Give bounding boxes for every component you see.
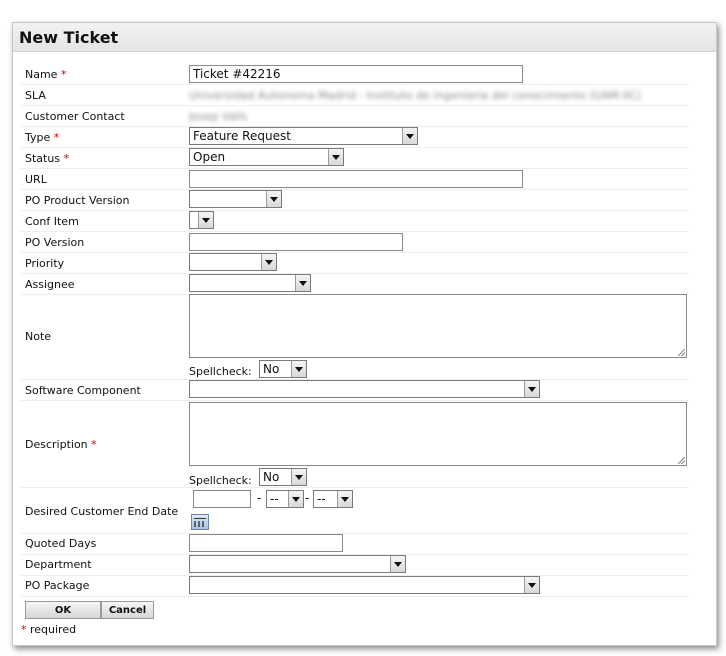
description-label: Description: [25, 438, 88, 451]
row-url: [21, 169, 689, 190]
row-type: [21, 127, 689, 148]
required-marker: *: [91, 438, 97, 451]
chevron-down-icon[interactable]: [291, 361, 306, 377]
chevron-down-icon[interactable]: [524, 577, 539, 593]
date-separator: -: [257, 491, 262, 505]
row-status: [21, 148, 689, 169]
calendar-icon[interactable]: [191, 514, 209, 530]
description-spellcheck-value: No: [263, 470, 280, 484]
assignee-select[interactable]: [189, 274, 311, 292]
type-select-value: Feature Request: [193, 129, 291, 143]
row-sla: [21, 85, 689, 106]
row-priority: [21, 253, 689, 274]
row-po-product-version: [21, 190, 689, 211]
status-select-value: Open: [193, 150, 226, 164]
chevron-down-icon[interactable]: [288, 491, 303, 507]
required-marker: *: [60, 68, 67, 81]
po-version-label: PO Version: [25, 236, 85, 249]
conf-item-select[interactable]: [189, 211, 214, 229]
name-input[interactable]: Ticket #42216: [189, 65, 523, 83]
required-marker: *: [21, 623, 27, 636]
description-spellcheck-label: Spellcheck:: [189, 474, 252, 487]
required-footnote: [21, 623, 76, 636]
customer-contact-label: Customer Contact: [25, 110, 125, 123]
desired-end-date-label: Desired Customer End Date: [25, 505, 179, 518]
row-software-component: [21, 380, 689, 401]
conf-item-label: Conf Item: [25, 215, 79, 228]
po-package-select[interactable]: [189, 576, 540, 594]
note-label: Note: [25, 330, 52, 343]
status-label: Status: [25, 152, 61, 165]
row-conf-item: [21, 211, 689, 232]
quoted-days-input[interactable]: [189, 534, 343, 552]
row-desired-end-date: [21, 488, 689, 534]
type-label: Type: [25, 131, 51, 144]
po-package-label: PO Package: [25, 579, 90, 592]
page-title: New Ticket: [19, 28, 119, 47]
chevron-down-icon[interactable]: [266, 191, 281, 207]
department-label: Department: [25, 558, 92, 571]
required-note: required: [30, 623, 77, 636]
po-product-version-select[interactable]: [189, 190, 282, 208]
status-select[interactable]: [189, 148, 344, 166]
chevron-down-icon[interactable]: [390, 556, 405, 572]
description-spellcheck-select[interactable]: [259, 468, 307, 486]
chevron-down-icon[interactable]: [295, 275, 310, 291]
priority-select[interactable]: [189, 253, 277, 271]
required-marker: *: [63, 152, 70, 165]
new-ticket-panel: [12, 22, 717, 646]
row-customer-contact: [21, 106, 689, 127]
row-note: [21, 294, 689, 380]
note-textarea[interactable]: [189, 294, 687, 358]
ok-button[interactable]: OK: [25, 601, 101, 619]
quoted-days-label: Quoted Days: [25, 537, 97, 550]
row-assignee: [21, 274, 689, 295]
type-select[interactable]: [189, 127, 418, 145]
note-spellcheck-select[interactable]: [259, 360, 307, 378]
title-bar: [13, 23, 716, 52]
chevron-down-icon[interactable]: [198, 212, 213, 228]
chevron-down-icon[interactable]: [261, 254, 276, 270]
url-input[interactable]: [189, 170, 523, 188]
chevron-down-icon[interactable]: [402, 128, 417, 144]
customer-contact-value: Josep Valls: [189, 110, 248, 123]
sla-label: SLA: [25, 89, 46, 102]
assignee-label: Assignee: [25, 278, 75, 291]
chevron-down-icon[interactable]: [328, 149, 343, 165]
sla-value: Universidad Autonoma Madrid - Instituto de ingenieria del conocimiento (UAM-IIC): [189, 89, 642, 102]
name-label: Name: [25, 68, 58, 81]
row-po-version: [21, 232, 689, 253]
row-description: [21, 401, 689, 488]
chevron-down-icon[interactable]: [337, 491, 352, 507]
row-name: [21, 64, 689, 85]
po-product-version-label: PO Product Version: [25, 194, 130, 207]
cancel-button[interactable]: Cancel: [101, 601, 154, 619]
po-version-input[interactable]: [189, 233, 403, 251]
date-day-select[interactable]: [313, 490, 353, 508]
note-spellcheck-value: No: [263, 362, 280, 376]
required-marker: *: [53, 131, 60, 144]
url-label: URL: [25, 173, 47, 186]
department-select[interactable]: [189, 555, 406, 573]
row-po-package: [21, 576, 689, 597]
software-component-label: Software Component: [25, 384, 141, 397]
chevron-down-icon[interactable]: [524, 381, 539, 397]
date-month-select[interactable]: [266, 490, 304, 508]
date-year-input[interactable]: [193, 490, 251, 508]
note-spellcheck-label: Spellcheck:: [189, 365, 252, 378]
date-month-value: --: [270, 492, 279, 506]
description-textarea[interactable]: [189, 402, 687, 466]
software-component-select[interactable]: [189, 380, 540, 398]
date-day-value: --: [317, 492, 326, 506]
row-department: [21, 555, 689, 576]
priority-label: Priority: [25, 257, 65, 270]
date-separator: -: [305, 491, 310, 505]
chevron-down-icon[interactable]: [291, 469, 306, 485]
row-quoted-days: [21, 534, 689, 555]
